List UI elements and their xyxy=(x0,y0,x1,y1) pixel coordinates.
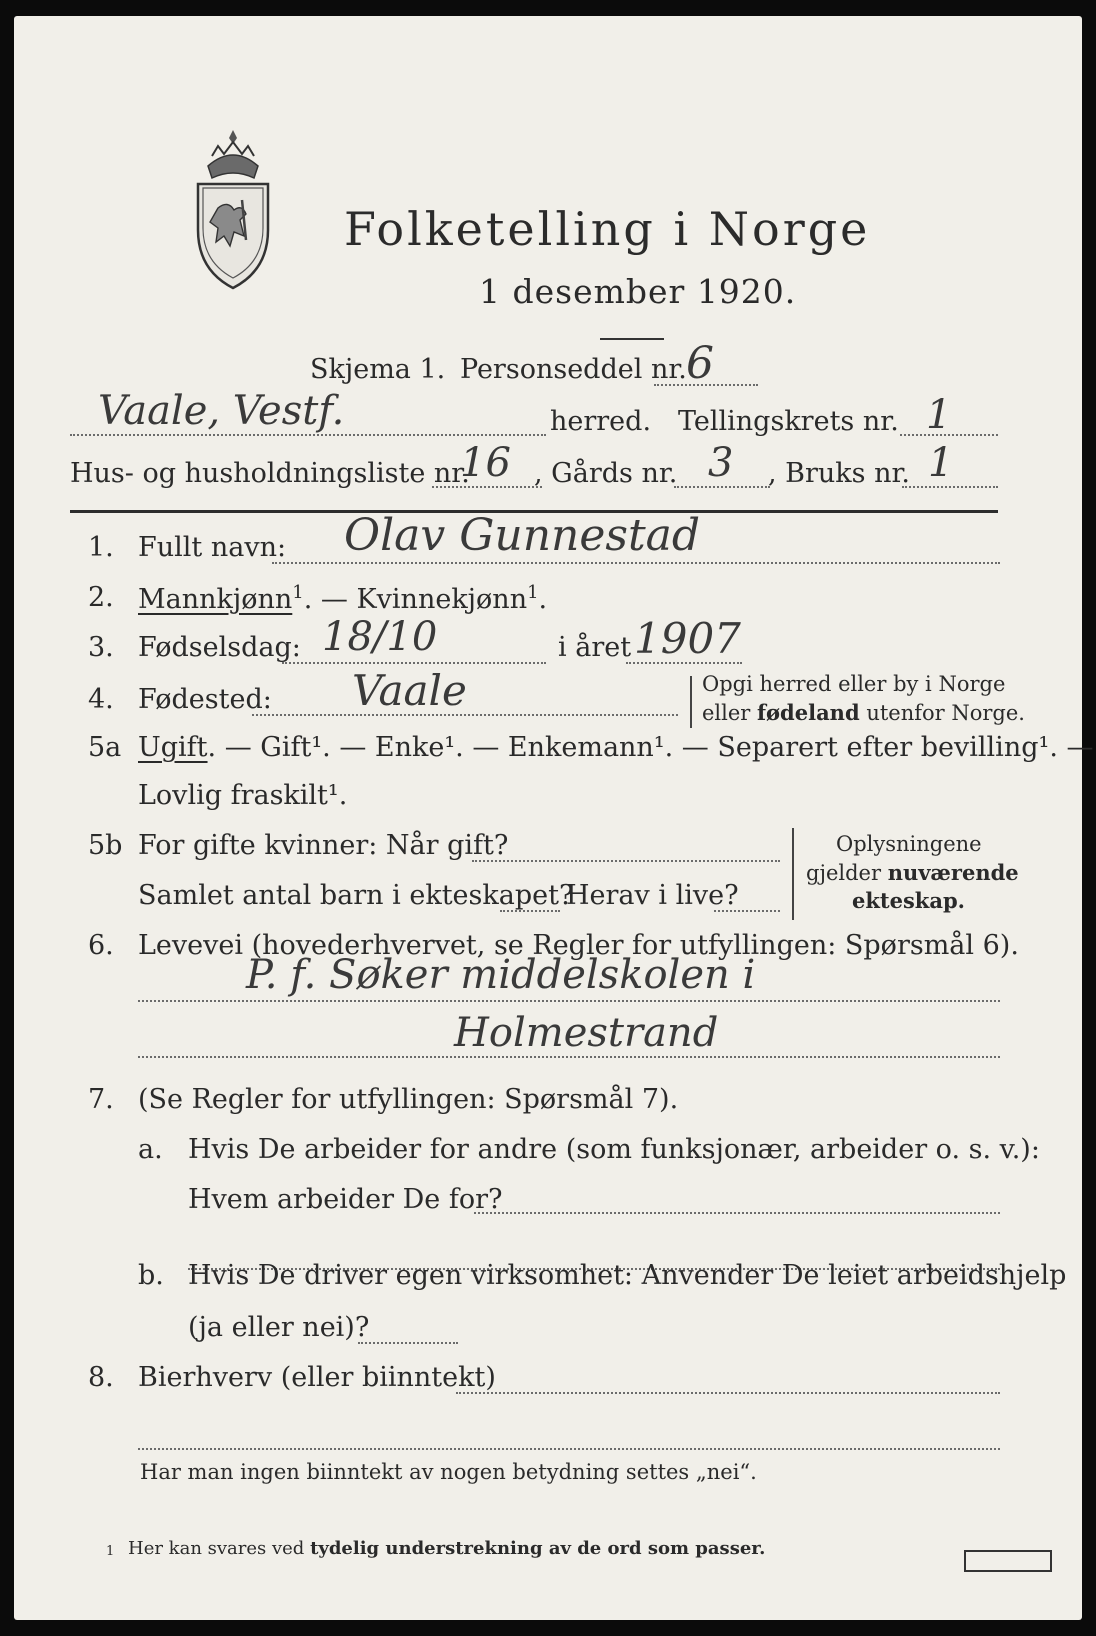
q6-line2 xyxy=(138,1056,1000,1058)
hus-line xyxy=(432,486,542,488)
q5b-married-label: For gifte kvinner: Når gift? xyxy=(138,830,509,861)
q7b-answer-line xyxy=(358,1342,458,1344)
q3-year-label: i året xyxy=(558,632,632,663)
herred-label: herred. xyxy=(550,406,652,437)
full-name-value[interactable]: Olav Gunnestad xyxy=(344,510,701,561)
q5b-note-line1: Oplysningene xyxy=(836,832,982,856)
q4-note-2b: fødeland xyxy=(757,700,860,725)
marital-status-options xyxy=(138,732,1093,763)
q4-note-line2 xyxy=(702,700,1025,725)
q5b-note-2a: gjelder xyxy=(806,861,888,885)
q3-number: 3. xyxy=(88,632,114,663)
q7-number: 7. xyxy=(88,1084,114,1115)
q7b-letter: b. xyxy=(138,1260,164,1291)
personseddel-label: Personseddel nr. xyxy=(460,354,687,385)
gards-line xyxy=(674,486,770,488)
gender-options xyxy=(138,582,547,615)
printer-stamp xyxy=(964,1550,1052,1572)
q1-label: Fullt navn: xyxy=(138,532,287,563)
marital-ugift-option[interactable]: Ugift xyxy=(138,732,208,763)
q4-note-line1: Opgi herred eller by i Norge xyxy=(702,672,1006,696)
q5b-children-line xyxy=(500,910,560,912)
gender-male-footnote-mark: 1 xyxy=(292,582,304,603)
census-date: 1 desember 1920. xyxy=(479,272,797,311)
gards-label: , Gårds nr. xyxy=(534,458,678,489)
tellingskrets-value[interactable]: 1 xyxy=(926,392,952,438)
hus-value[interactable]: 16 xyxy=(460,440,511,486)
footnote-text-b: tydelig understrekning av de ord som passer. xyxy=(310,1538,766,1559)
q4-brace xyxy=(690,676,692,728)
q4-label: Fødested: xyxy=(138,684,272,715)
q8-line1 xyxy=(456,1392,1000,1394)
q7a-employer-label: Hvem arbeider De for? xyxy=(188,1184,503,1215)
q5b-number: 5b xyxy=(88,830,123,861)
footnote-text xyxy=(128,1538,765,1559)
marital-fraskilt-option[interactable]: Lovlig fraskilt¹. xyxy=(138,780,348,811)
q1-number: 1. xyxy=(88,532,114,563)
gender-separator: . — xyxy=(303,584,357,615)
page-title: Folketelling i Norge xyxy=(344,202,871,256)
q1-line xyxy=(272,562,1000,564)
q8-number: 8. xyxy=(88,1362,114,1393)
tellingskrets-label: Tellingskrets nr. xyxy=(678,406,899,437)
hus-label: Hus- og husholdningsliste nr. xyxy=(70,458,470,489)
footnote-mark: 1 xyxy=(106,1544,115,1559)
census-form-page xyxy=(14,16,1094,1620)
q5b-alive-line xyxy=(714,910,780,912)
q4-note-2a: eller xyxy=(702,701,758,725)
birthplace-value[interactable]: Vaale xyxy=(352,666,467,715)
q7a-label: Hvis De arbeider for andre (som funksjonær, arbeider o. s. v.): xyxy=(188,1134,1040,1165)
norwegian-coat-of-arms-icon xyxy=(190,126,276,296)
q6-label: Levevei (hovederhvervet, se Regler for utfyllingen: Spørsmål 6). xyxy=(138,930,1019,961)
footnote-text-a: Her kan svares ved xyxy=(128,1538,311,1559)
q6-line1 xyxy=(138,1000,1000,1002)
marital-other-options[interactable]: . — Gift¹. — Enke¹. — Enkemann¹. — Separert efter bevilling¹. — xyxy=(207,732,1094,763)
q5b-note-line3: ekteskap. xyxy=(852,888,965,913)
q5b-note-line2 xyxy=(806,860,1019,885)
q4-note-2c: utenfor Norge. xyxy=(859,701,1025,725)
gender-female-footnote-mark: 1 xyxy=(527,582,539,603)
gender-end: . xyxy=(538,584,548,615)
q3-line xyxy=(282,662,546,664)
q5b-married-line xyxy=(472,860,780,862)
q7b-label: Hvis De driver egen virksomhet: Anvender De leiet arbeidshjelp xyxy=(188,1260,1067,1291)
q7a-employer-line1 xyxy=(474,1212,1000,1214)
q6-number: 6. xyxy=(88,930,114,961)
occupation-value-line1[interactable]: P. f. Søker middelskolen i xyxy=(246,952,756,998)
personseddel-value[interactable]: 6 xyxy=(686,338,714,389)
occupation-value-line2[interactable]: Holmestrand xyxy=(454,1010,719,1056)
q7b-answer-label: (ja eller nei)? xyxy=(188,1312,370,1343)
bruks-line xyxy=(902,486,998,488)
bruks-value[interactable]: 1 xyxy=(928,440,954,486)
q5b-alive-label: Herav i live? xyxy=(566,880,739,911)
bruks-label: , Bruks nr. xyxy=(768,458,911,489)
q2-number: 2. xyxy=(88,582,114,613)
q5a-number: 5a xyxy=(88,732,122,763)
q8-label: Bierhverv (eller biinntekt) xyxy=(138,1362,496,1393)
q7a-letter: a. xyxy=(138,1134,163,1165)
skjema-label: Skjema 1. xyxy=(310,354,446,385)
q3-label: Fødselsdag: xyxy=(138,632,301,663)
herred-value[interactable]: Vaale, Vestf. xyxy=(98,388,345,434)
birth-year-value[interactable]: 1907 xyxy=(634,614,741,663)
q5b-brace xyxy=(792,828,794,920)
gards-value[interactable]: 3 xyxy=(708,440,734,486)
gender-female-option[interactable]: Kvinnekjønn xyxy=(356,584,528,615)
q7-label: (Se Regler for utfyllingen: Spørsmål 7). xyxy=(138,1084,679,1115)
q5b-note-2b: nuværende xyxy=(887,860,1019,885)
q8-note: Har man ingen biinntekt av nogen betydning settes „nei“. xyxy=(140,1460,757,1484)
herred-line xyxy=(70,434,546,436)
title-divider xyxy=(600,338,664,340)
q5b-children-label: Samlet antal barn i ekteskapet? xyxy=(138,880,574,911)
q4-number: 4. xyxy=(88,684,114,715)
gender-male-option[interactable]: Mannkjønn xyxy=(138,584,293,615)
birth-date-value[interactable]: 18/10 xyxy=(322,614,438,660)
q8-line2 xyxy=(138,1448,1000,1450)
